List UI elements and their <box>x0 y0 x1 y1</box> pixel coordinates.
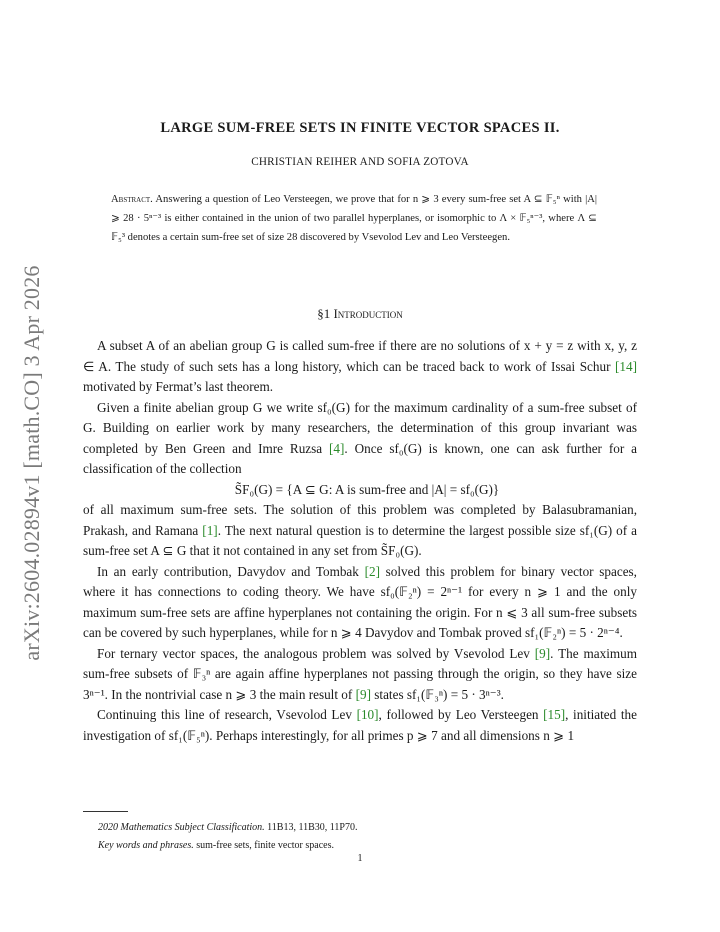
paragraph-2: Given a finite abelian group G we write sf₀(G) for the maximum cardinality of a sum-free subset of G. Building on earlier work by many researchers, the determination of this group invariant was completed by Ben Green and Imre Ruzsa [4]. Once sf₀(G) is known, one can ask further for a classification of the collection <box>83 399 637 476</box>
footnote-msc <box>98 819 638 837</box>
footnote-rule <box>83 811 128 812</box>
paragraph-3: of all maximum sum-free sets. The solution of this problem was completed by Balasubramanian, Prakash, and Ramana [1]. The next natural question is to determine the largest possible size sf₁(G) of a sum-free set A ⊆ G that it not contained in any set from S̃F₀(G). <box>83 502 638 558</box>
section-heading <box>0 306 720 322</box>
citation-link[interactable]: [4] <box>329 440 345 456</box>
citation-link[interactable]: [1] <box>202 522 218 538</box>
msc-codes: 11B13, 11B30, 11P70. <box>267 822 358 833</box>
citation-link[interactable]: [14] <box>615 358 637 374</box>
msc-label: 2020 Mathematics Subject Classification. <box>98 822 265 833</box>
paragraph-1: A subset A of an abelian group G is called sum-free if there are no solutions of x + y = z with x, y, z ∈ A. The study of such sets has a long history, which can be traced back to work of Issai Schur [14] motivated by Fermat’s last theorem. <box>83 338 637 394</box>
keywords-text: sum-free sets, finite vector spaces. <box>196 840 334 851</box>
section-number: §1 <box>317 306 331 321</box>
section-title: Introduction <box>333 306 403 321</box>
paragraph-6: Continuing this line of research, Vsevolod Lev [10], followed by Leo Versteegen [15], initiated the investigation of sf₁(𝔽₅ⁿ). Perhaps interestingly, for all primes p ⩾ 7 and all dimensions n ⩾ 1 <box>83 707 637 743</box>
paragraph-5: For ternary vector spaces, the analogous problem was solved by Vsevolod Lev [9]. The maximum sum-free subsets of 𝔽₃ⁿ are again affine hyperplanes not passing through the origin, so they have size 3ⁿ⁻¹. In the nontrivial case n ⩾ 3 the main result of [9] states sf₁(𝔽₃ⁿ) = 5 · 3ⁿ⁻³. <box>83 645 638 702</box>
page-number: 1 <box>357 853 363 864</box>
abstract-text: Answering a question of Leo Versteegen, we prove that for n ⩾ 3 every sum-free set A ⊆ 𝔽₅ⁿ with |A| ⩾ 28 · 5ⁿ⁻³ is either contained in the union of two parallel hyperplanes, or isomorphic to Λ × 𝔽₅ⁿ⁻³, where Λ ⊆ 𝔽₅³ denotes a certain sum-free set of size 28 discovered by Vsevolod Lev and Leo Versteegen. <box>111 194 597 243</box>
paper-title: LARGE SUM-FREE SETS IN FINITE VECTOR SPACES II. <box>160 120 560 136</box>
footnotes <box>98 819 638 855</box>
abstract <box>111 190 597 247</box>
keywords-label: Key words and phrases. <box>98 840 194 851</box>
arxiv-identifier: arXiv:2604.02894v1 [math.CO] 3 Apr 2026 <box>19 264 44 661</box>
citation-link[interactable]: [2] <box>364 563 380 579</box>
display-equation: S̃F₀(G) = {A ⊆ G: A is sum-free and |A| = sf₀(G)} <box>234 481 500 497</box>
citation-link[interactable]: [9] <box>534 645 551 661</box>
paragraph-4: In an early contribution, Davydov and Tombak [2] solved this problem for binary vector spaces, where it has connections to coding theory. We have sf₀(𝔽₂ⁿ) = 2ⁿ⁻¹ for every n ⩾ 1 and the only maximum sum-free sets are affine hyperplanes not containing the origin. For n ⩽ 3 all sum-free subsets can be covered by such hyperplanes, while for n ⩾ 4 Davydov and Tombak proved sf₁(𝔽₂ⁿ) = 5 · 2ⁿ⁻⁴. <box>83 563 637 640</box>
abstract-label: Abstract. <box>111 194 153 205</box>
citation-link[interactable]: [9] <box>355 686 371 702</box>
body-text <box>83 336 637 746</box>
citation-link[interactable]: [10] <box>356 707 379 722</box>
paper-authors: CHRISTIAN REIHER AND SOFIA ZOTOVA <box>251 156 469 168</box>
citation-link[interactable]: [15] <box>543 707 566 722</box>
